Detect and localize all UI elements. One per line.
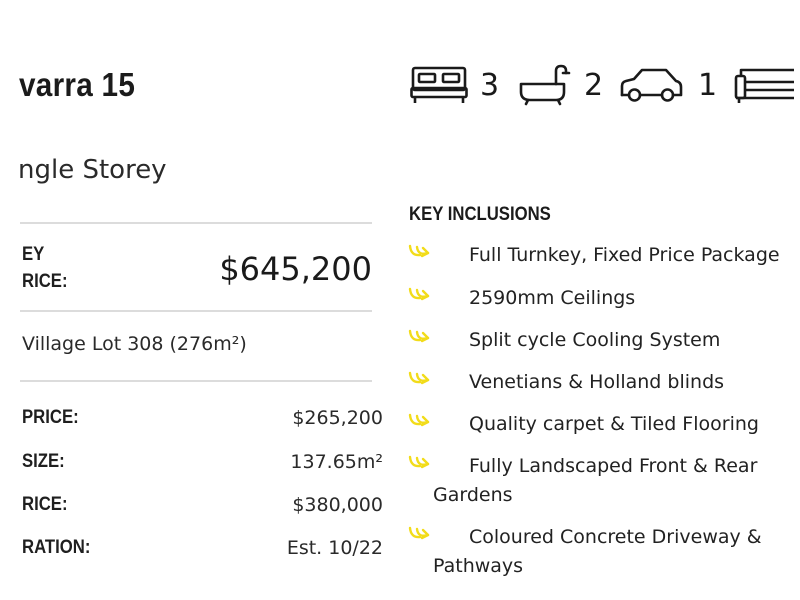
divider xyxy=(20,310,372,312)
inclusion-item xyxy=(408,452,770,510)
land-price-value: $265,200 xyxy=(292,407,383,429)
sofa-icon xyxy=(734,62,794,106)
land-price-label: PRICE: xyxy=(22,407,79,428)
inclusion-item xyxy=(408,523,770,581)
arrow-bullet-icon xyxy=(408,452,432,474)
arrow-bullet-icon xyxy=(408,368,432,390)
bed-icon xyxy=(410,62,468,106)
inclusion-item xyxy=(408,410,800,439)
inclusion-text: Fully Landscaped Front & Rear Gardens xyxy=(433,455,758,506)
divider xyxy=(20,380,372,382)
car-icon xyxy=(618,62,684,106)
bath-icon xyxy=(518,62,572,106)
package-price-label-line2: RICE: xyxy=(22,271,68,292)
lot-info: Village Lot 308 (276m²) xyxy=(22,333,247,355)
registration-value: Est. 10/22 xyxy=(286,537,383,559)
divider xyxy=(20,222,372,224)
bedrooms-feature xyxy=(410,62,502,106)
arrow-bullet-icon xyxy=(408,410,432,432)
house-design-title: varra 15 xyxy=(19,66,136,103)
package-price-label-line1: EY xyxy=(22,244,45,265)
inclusion-text: Coloured Concrete Driveway & Pathways xyxy=(433,526,762,577)
inclusion-item xyxy=(408,368,800,397)
arrow-bullet-icon xyxy=(408,326,432,348)
arrow-bullet-icon xyxy=(408,284,432,306)
bathrooms-feature xyxy=(518,62,610,106)
inclusion-text: Full Turnkey, Fixed Price Package xyxy=(469,244,780,266)
storey-type: ngle Storey xyxy=(18,155,167,185)
garage-feature xyxy=(618,62,728,106)
inclusion-text: Quality carpet & Tiled Flooring xyxy=(469,413,759,435)
bedrooms-count: 3 xyxy=(480,68,500,103)
registration-label: RATION: xyxy=(22,537,91,558)
inclusion-text: Split cycle Cooling System xyxy=(469,329,721,351)
house-size-value: 137.65m² xyxy=(290,451,383,473)
inclusion-item xyxy=(408,326,800,355)
arrow-bullet-icon xyxy=(408,523,432,545)
garage-count: 1 xyxy=(698,68,718,103)
arrow-bullet-icon xyxy=(408,241,432,263)
inclusion-item xyxy=(408,284,800,313)
inclusion-item xyxy=(408,241,800,270)
house-size-label: SIZE: xyxy=(22,451,65,472)
bathrooms-count: 2 xyxy=(584,68,604,103)
inclusion-text: Venetians & Holland blinds xyxy=(469,371,725,393)
package-price-value: $645,200 xyxy=(219,250,372,288)
living-feature xyxy=(734,62,794,106)
house-price-value: $380,000 xyxy=(292,494,383,516)
house-price-label: RICE: xyxy=(22,494,68,515)
key-inclusions-heading: KEY INCLUSIONS xyxy=(409,204,551,225)
inclusion-text: 2590mm Ceilings xyxy=(469,287,636,309)
